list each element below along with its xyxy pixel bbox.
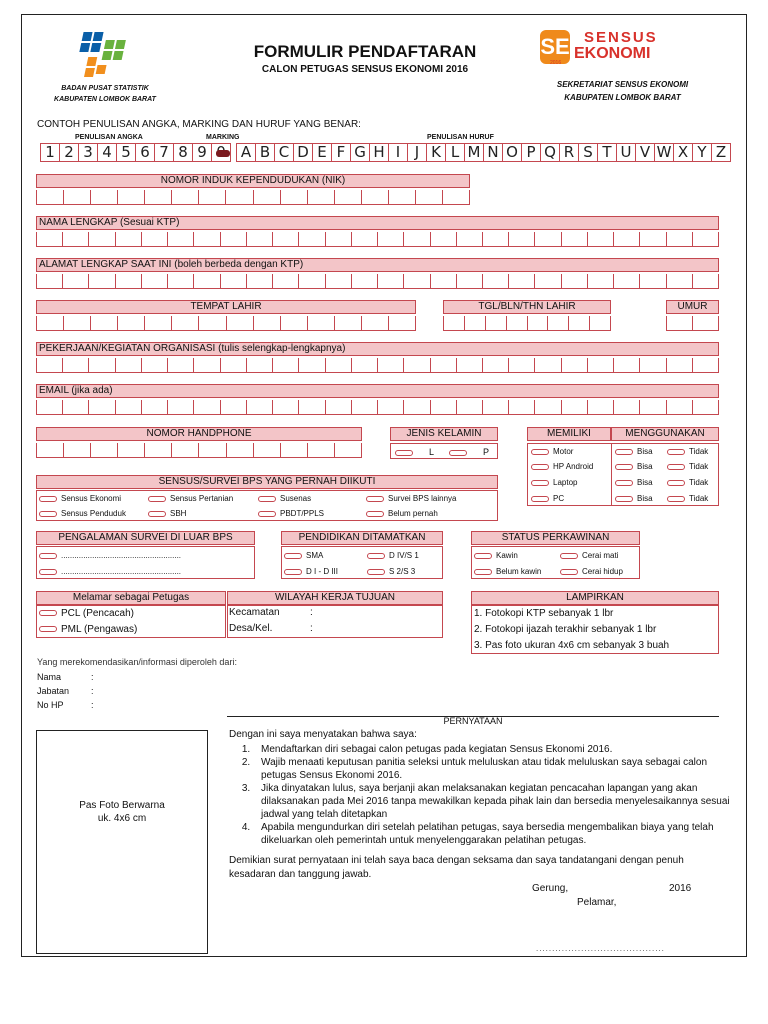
attachment-item: 2. Fotokopi ijazah terakhir sebanyak 1 lbr [474,624,657,635]
device-hp-tidak[interactable]: Tidak [667,462,708,472]
tgl-lahir-label: TGL/BLN/THN LAHIR [443,300,611,314]
example-letter: M [465,143,484,162]
attachment-item: 1. Fotokopi KTP sebanyak 1 lbr [474,608,614,619]
se-logo-line1: SENSUS [584,29,658,46]
handphone-label: NOMOR HANDPHONE [36,427,362,441]
se-logo-line2: EKONOMI [574,45,651,62]
example-letter: D [294,143,313,162]
example-letter: X [674,143,693,162]
example-letter: J [408,143,427,162]
handphone-input[interactable] [36,443,362,458]
checkbox-icon [39,553,57,559]
statement-item: 1. Mendaftarkan diri sebagai calon petugas pada kegiatan Sensus Ekonomi 2016. [253,743,737,756]
example-letters [236,143,731,162]
statement-item: 2. Wajib menaati keputusan panitia seleksi untuk meluluskan atau tidak meluluskan saya sebagai calon petugas Sensus Ekonomi 2016. [253,756,737,782]
devices-use-label: MENGGUNAKAN [611,427,719,441]
example-letter: R [560,143,579,162]
example-letter: H [370,143,389,162]
example-label-marking: MARKING [206,134,240,141]
example-letter: T [598,143,617,162]
checkbox-icon [615,496,633,502]
checkbox-icon [366,511,384,517]
bps-region: KABUPATEN LOMBOK BARAT [54,96,156,103]
checkbox-icon [531,496,549,502]
sensus-ekonomi-logo [538,28,688,68]
photo-box [36,730,208,954]
checkbox-icon [148,511,166,517]
device-pc-tidak[interactable]: Tidak [667,494,708,504]
survey-belum-pernah[interactable]: Belum pernah [366,509,438,519]
survey-sensus-ekonomi[interactable]: Sensus Ekonomi [39,494,121,504]
statement-item: 4. Apabila mengundurkan diri setelah pelatihan petugas, saya bersedia mengembalikan biaya yang telah dikeluarkan oleh pemerintah untuk menyelenggarakan pelatihan petugas. [253,821,737,847]
example-letter: E [313,143,332,162]
device-motor[interactable]: Motor [531,447,573,457]
experience-label: PENGALAMAN SURVEI DI LUAR BPS [36,531,255,545]
email-label: EMAIL (jika ada) [36,384,719,398]
email-input[interactable] [36,400,719,415]
survey-sbh[interactable]: SBH [148,509,186,519]
checkbox-icon [667,496,685,502]
marital-label: STATUS PERKAWINAN [471,531,640,545]
survey-sensus-pertanian[interactable]: Sensus Pertanian [148,494,233,504]
area-kecamatan-input[interactable] [318,606,438,619]
checkbox-icon [39,569,57,575]
example-label-numbers: PENULISAN ANGKA [75,134,143,141]
checkbox-icon [39,496,57,502]
checkbox-icon [39,511,57,517]
checkbox-icon [395,450,413,456]
marital-cerai-mati[interactable]: Cerai mati [560,551,618,561]
example-letter: Q [541,143,560,162]
statement-intro: Dengan ini saya menyatakan bahwa saya: [229,729,417,740]
bps-name: BADAN PUSAT STATISTIK [61,85,149,92]
checkbox-icon [531,464,549,470]
checkbox-icon [366,496,384,502]
device-motor-bisa[interactable]: Bisa [615,447,653,457]
surveys-label: SENSUS/SURVEI BPS YANG PERNAH DIIKUTI [36,475,498,489]
nama-label: NAMA LENGKAP (Sesuai KTP) [36,216,719,230]
area-desa-input[interactable] [318,622,438,635]
recommend-jabatan-label: Jabatan [37,686,70,696]
survey-pbdt-ppls[interactable]: PBDT/PPLS [258,509,324,519]
attachments-label: LAMPIRKAN [471,591,719,605]
checkbox-icon [667,464,685,470]
example-digit: 6 [136,143,155,162]
education-sma[interactable]: SMA [284,551,323,561]
checkbox-icon [531,449,549,455]
checkbox-icon [667,449,685,455]
area-kecamatan-label: Kecamatan [229,607,280,618]
education-s2-s3[interactable]: S 2/S 3 [367,567,415,577]
checkbox-icon [615,480,633,486]
example-letter: W [655,143,674,162]
devices-owned-label: MEMILIKI [527,427,611,441]
device-hp-android[interactable]: HP Android [531,462,593,472]
gender-option-l[interactable]: L [395,447,434,458]
checkbox-icon [474,569,492,575]
example-letter: K [427,143,446,162]
attachment-item: 3. Pas foto ukuran 4x6 cm sebanyak 3 buah [474,640,670,651]
recommend-heading: Yang merekomendasikan/informasi diperoleh dari: [37,657,237,667]
statement-item: 3. Jika dinyatakan lulus, saya berjanji akan melaksanakan kegiatan pencacahan lapangan yang akan dilaksanakan pada Mei 2016 tanpa mewakilkan kepada pihak lain dan bersedia menyelesaikannya sesuai jadwal yang telah ditetapkan [253,782,737,821]
secretariat-line1: SEKRETARIAT SENSUS EKONOMI [556,80,689,89]
example-digit: 9 [193,143,212,162]
checkbox-icon [560,569,578,575]
checkbox-icon [39,610,57,616]
example-letter: B [256,143,275,162]
example-heading: CONTOH PENULISAN ANGKA, MARKING DAN HURUF YANG BENAR: [37,119,361,130]
survey-sensus-penduduk[interactable]: Sensus Penduduk [39,509,126,519]
secretariat-block [540,78,705,104]
example-letter: G [351,143,370,162]
gender-label: JENIS KELAMIN [390,427,498,441]
tgl-lahir-input[interactable] [443,316,611,331]
attachments-list [474,606,669,654]
example-letter: A [237,143,256,162]
pekerjaan-label: PEKERJAAN/KEGIATAN ORGANISASI (tulis selengkap-lengkapnya) [36,342,719,356]
nama-input[interactable] [36,232,719,247]
device-pc-bisa[interactable]: Bisa [615,494,653,504]
position-pcl[interactable]: PCL (Pencacah) [39,608,134,619]
checkbox-icon [615,449,633,455]
checkbox-icon [531,480,549,486]
tempat-lahir-label: TEMPAT LAHIR [36,300,416,314]
device-laptop-bisa[interactable]: Bisa [615,478,653,488]
example-letter: I [389,143,408,162]
example-digit: 8 [174,143,193,162]
nik-label: NOMOR INDUK KEPENDUDUKAN (NIK) [36,174,470,188]
example-label-letters: PENULISAN HURUF [427,134,494,141]
page-title: FORMULIR PENDAFTARAN [253,42,477,61]
se-logo-year: 2016 [550,60,562,66]
example-marking [216,150,230,157]
recommend-nohp-label: No HP [37,700,64,710]
survey-bps-lainnya[interactable]: Survei BPS lainnya [366,494,456,504]
area-desa-label: Desa/Kel. [229,623,273,634]
example-digit: 1 [41,143,60,162]
devices-divider [611,443,612,506]
signature-applicant: Pelamar, [577,897,617,908]
device-laptop-tidak[interactable]: Tidak [667,478,708,488]
checkbox-icon [284,553,302,559]
secretariat-line2: KABUPATEN LOMBOK BARAT [564,93,681,102]
experience-line-1[interactable]: ...................................................... [39,551,181,561]
example-digit: 2 [60,143,79,162]
example-letter: L [446,143,465,162]
signature-year: 2016 [669,883,692,894]
checkbox-icon [148,496,166,502]
checkbox-icon [560,553,578,559]
example-letter: F [332,143,351,162]
device-motor-tidak[interactable]: Tidak [667,447,708,457]
example-digit: 3 [79,143,98,162]
example-letter: S [579,143,598,162]
marital-belum-kawin[interactable]: Belum kawin [474,567,541,577]
umur-label: UMUR [666,300,719,314]
checkbox-icon [284,569,302,575]
checkbox-icon [258,496,276,502]
example-letter: N [484,143,503,162]
checkbox-icon [615,464,633,470]
example-digit: 4 [98,143,117,162]
area-kecamatan-colon: : [310,607,313,618]
device-pc[interactable]: PC [531,494,564,504]
marital-kawin[interactable]: Kawin [474,551,518,561]
statement-title: PERNYATAAN [443,716,503,726]
education-d4-s1[interactable]: D IV/S 1 [367,551,419,561]
area-desa-colon: : [310,623,313,634]
recommend-block: Nama : Jabatan : No HP : [37,672,94,710]
alamat-input[interactable] [36,274,719,289]
education-d1-d3[interactable]: D I - D III [284,567,338,577]
education-label: PENDIDIKAN DITAMATKAN [281,531,443,545]
pekerjaan-input[interactable] [36,358,719,373]
signature-place: Gerung, [532,883,569,894]
device-laptop[interactable]: Laptop [531,478,577,488]
example-letter: U [617,143,636,162]
position-pml[interactable]: PML (Pengawas) [39,624,137,635]
gender-options [390,443,498,459]
example-letter: Z [712,143,731,162]
example-digit: 5 [117,143,136,162]
area-label: WILAYAH KERJA TUJUAN [227,591,443,605]
statement-list [229,743,737,847]
nik-input[interactable] [36,190,470,205]
signature-line[interactable]: ........................................ [536,944,665,953]
experience-line-2[interactable]: ...................................................... [39,567,181,577]
checkbox-icon [367,553,385,559]
marital-cerai-hidup[interactable]: Cerai hidup [560,567,623,577]
checkbox-icon [667,480,685,486]
se-logo-mark: SE [540,30,570,64]
page-subtitle: CALON PETUGAS SENSUS EKONOMI 2016 [261,64,469,75]
checkbox-icon [39,626,57,632]
example-letter: C [275,143,294,162]
bps-logo [68,30,140,82]
example-letter: P [522,143,541,162]
device-hp-bisa[interactable]: Bisa [615,462,653,472]
example-letter: V [636,143,655,162]
checkbox-icon [367,569,385,575]
recommend-nama-label: Nama [37,672,62,682]
gender-option-p[interactable]: P [449,447,489,458]
tempat-lahir-input[interactable] [36,316,416,331]
position-label: Melamar sebagai Petugas [36,591,226,605]
bps-name-block [40,83,170,105]
checkbox-icon [258,511,276,517]
umur-input[interactable] [666,316,719,331]
checkbox-icon [449,450,467,456]
example-digit: 7 [155,143,174,162]
example-digits [40,143,231,162]
statement-closing: Demikian surat pernyataan ini telah saya baca dengan seksama dan saya tandatangani dengan penuh kesadaran dan tanggung jawab. [229,855,684,880]
example-letter: Y [693,143,712,162]
alamat-label: ALAMAT LENGKAP SAAT INI (boleh berbeda dengan KTP) [36,258,719,272]
example-letter: O [503,143,522,162]
survey-susenas[interactable]: Susenas [258,494,311,504]
photo-caption: Pas Foto Berwarna uk. 4x6 cm [79,800,165,824]
checkbox-icon [474,553,492,559]
